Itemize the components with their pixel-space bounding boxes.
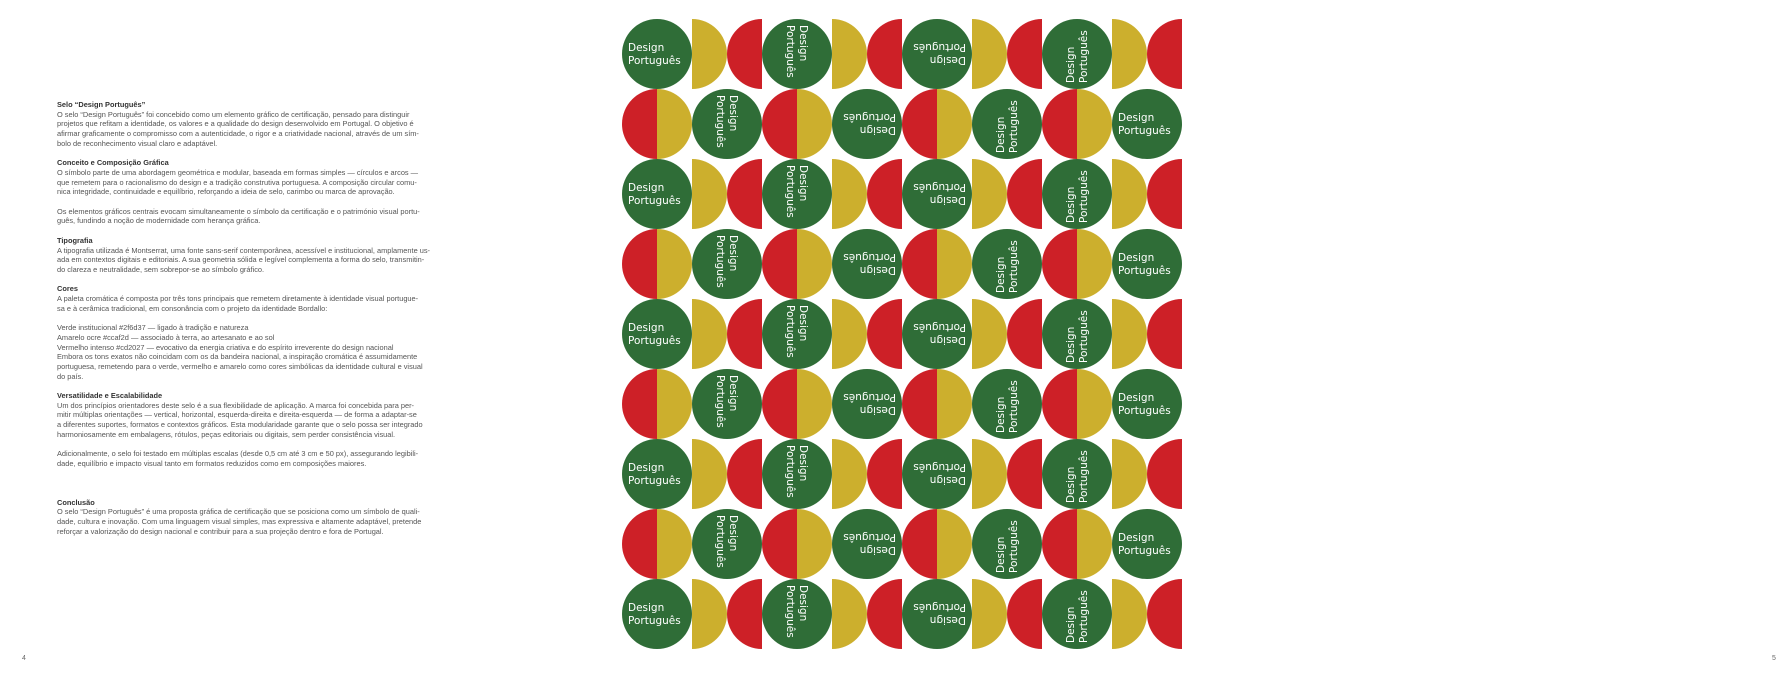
ochre-half-disc (832, 439, 867, 509)
ochre-half-disc (937, 229, 972, 299)
text-line: Vermelho intenso #cd2027 — evocativo da energia criativa e do espírito irreverente do design nacional (57, 342, 394, 352)
seal-disc (1042, 19, 1112, 89)
page-number-right: 5 (1772, 655, 1776, 662)
section-heading: Versatilidade e Escalabilidade (57, 391, 163, 400)
red-half-disc (867, 299, 902, 369)
seal-disc (902, 299, 972, 369)
seal-tile (762, 299, 902, 369)
seal-disc (902, 579, 972, 649)
seal-disc (1112, 369, 1182, 439)
text-line: ada em contextos digitais e editoriais. A sua geometria sólida e legível complementa a forma do selo, transmitin- (57, 255, 425, 265)
seal-disc (1042, 159, 1112, 229)
seal-disc (692, 509, 762, 579)
seal-disc (972, 369, 1042, 439)
seal-disc (622, 439, 692, 509)
text-line: mitir múltiplas orientações — vertical, horizontal, esquerda-direita e direita-esquerda — de forma a adaptar-se (57, 410, 417, 420)
section-paragraph (57, 168, 543, 197)
red-half-disc (622, 369, 657, 439)
ochre-half-disc (1112, 159, 1147, 229)
ochre-half-disc (657, 89, 692, 159)
text-line: nica integridade, continuidade e equilíbrio, reforçando a ideia de selo, carimbo ou marca de aprovação. (57, 187, 395, 197)
seal-disc (762, 19, 832, 89)
red-half-disc (727, 19, 762, 89)
red-half-disc (867, 439, 902, 509)
section-paragraph (57, 246, 543, 275)
ochre-half-disc (657, 369, 692, 439)
text-line: guês, fundindo a noção de modernidade com herança gráfica. (57, 216, 261, 226)
seal-disc (1112, 89, 1182, 159)
seal-disc (972, 509, 1042, 579)
seal-tile (762, 509, 902, 579)
seal-tile (1042, 229, 1182, 299)
seal-label: DesignPortuguês (714, 235, 739, 288)
seal-label: DesignPortuguês (784, 585, 809, 638)
ochre-half-disc (692, 299, 727, 369)
seal-tile (1042, 369, 1182, 439)
seal-label: DesignPortuguês (843, 251, 896, 276)
red-half-disc (762, 369, 797, 439)
ochre-half-disc (692, 579, 727, 649)
section-heading: Selo “Design Português” (57, 100, 146, 109)
red-half-disc (1042, 229, 1077, 299)
seal-label: DesignPortuguês (784, 165, 809, 218)
text-line: sa e à cerâmica tradicional, em consonância com o projeto da identidade Bordallo: (57, 303, 328, 313)
seal-tile (622, 579, 762, 649)
seal-tile (902, 19, 1042, 89)
ochre-half-disc (692, 159, 727, 229)
seal-tile (622, 369, 762, 439)
ochre-half-disc (1077, 89, 1112, 159)
seal-label: DesignPortuguês (843, 111, 896, 136)
red-half-disc (1007, 439, 1042, 509)
seal-tile (622, 89, 762, 159)
seal-label: DesignPortuguês (843, 391, 896, 416)
seal-tile (902, 579, 1042, 649)
red-half-disc (1007, 299, 1042, 369)
text-line: O selo “Design Português” é uma proposta gráfica de certificação que se posiciona como um símbolo de quali- (57, 507, 420, 517)
seal-pattern (600, 0, 1200, 675)
text-line: Amarelo ocre #ccaf2d — associado à terra, ao artesanato e ao sol (57, 332, 275, 342)
seal-disc (1042, 579, 1112, 649)
ochre-half-disc (1112, 439, 1147, 509)
red-half-disc (1147, 439, 1182, 509)
section-paragraph (57, 207, 543, 226)
seal-disc (832, 229, 902, 299)
text-line: projetos que refitam a identidade, os valores e a qualidade do design desenvolvido em Portugal. O objetivo é (57, 119, 414, 129)
seal-tile (902, 159, 1042, 229)
text-line: reforçar a valorização do design nacional e contribuir para a sua projeção dentro e fora de Portugal. (57, 526, 384, 536)
red-half-disc (1147, 159, 1182, 229)
ochre-half-disc (797, 229, 832, 299)
seal-label: Design Português (628, 322, 681, 347)
red-half-disc (727, 299, 762, 369)
ochre-half-disc (692, 439, 727, 509)
seal-disc (832, 509, 902, 579)
red-half-disc (727, 159, 762, 229)
red-half-disc (622, 89, 657, 159)
seal-disc (762, 579, 832, 649)
red-half-disc (867, 19, 902, 89)
section-paragraph (57, 110, 543, 149)
seal-tile (622, 159, 762, 229)
section-heading: Tipografia (57, 235, 93, 245)
seal-label: Design Português (1118, 392, 1171, 417)
text-line: bolo de reconhecimento visual claro e adaptável. (57, 138, 218, 148)
section-paragraph (57, 401, 543, 440)
text-line: harmoniosamente em embalagens, rótulos, peças editoriais ou digitais, sem perder consistência visual. (57, 429, 396, 439)
seal-tile (762, 439, 902, 509)
seal-tile (622, 439, 762, 509)
page-number-left: 4 (22, 655, 26, 662)
red-half-disc (1042, 89, 1077, 159)
text-line: do clareza e neutralidade, sem sobrepor-se ao símbolo gráfico. (57, 264, 265, 274)
red-half-disc (1007, 159, 1042, 229)
seal-label: DesignPortuguês (784, 305, 809, 358)
seal-label: DesignPortuguês (995, 100, 1020, 153)
red-half-disc (902, 369, 937, 439)
seal-disc (1042, 439, 1112, 509)
seal-tile (1042, 509, 1182, 579)
seal-tile (762, 369, 902, 439)
seal-label: DesignPortuguês (913, 181, 966, 206)
text-line: A paleta cromática é composta por três tons principais que remetem diretamente à identidade visual portugue- (57, 294, 419, 303)
ochre-half-disc (1112, 299, 1147, 369)
right-page (600, 0, 1776, 675)
seal-tile (1042, 19, 1182, 89)
seal-tile (622, 19, 762, 89)
seal-disc (902, 159, 972, 229)
red-half-disc (1147, 579, 1182, 649)
text-line: Verde institucional #2f6d37 — ligado à tradição e natureza (57, 323, 249, 333)
red-half-disc (727, 439, 762, 509)
seal-tile (902, 229, 1042, 299)
seal-tile (1042, 159, 1182, 229)
seal-label: DesignPortuguês (1065, 170, 1090, 223)
seal-disc (1042, 299, 1112, 369)
seal-tile (762, 89, 902, 159)
text-line: Embora os tons exatos não coincidam com os da bandeira nacional, a inspiração cromática é assumidamente (57, 352, 418, 362)
seal-disc (762, 299, 832, 369)
seal-disc (972, 89, 1042, 159)
text-line: portuguesa, remetendo para o verde, vermelho e amarelo como cores simbólicas da identidade cultural e visual (57, 361, 423, 371)
seal-label: DesignPortuguês (913, 321, 966, 346)
text-block (57, 100, 543, 536)
ochre-half-disc (797, 509, 832, 579)
section-paragraph (57, 507, 543, 536)
text-line: afirmar graficamente o compromisso com a autenticidade, o rigor e a criatividade nacional, através de um sím- (57, 129, 419, 139)
seal-disc (692, 369, 762, 439)
section-heading: Conceito e Composição Gráfica (57, 158, 169, 168)
seal-disc (1112, 229, 1182, 299)
red-half-disc (1042, 369, 1077, 439)
seal-tile (902, 299, 1042, 369)
seal-tile (1042, 439, 1182, 509)
seal-label: DesignPortuguês (995, 240, 1020, 293)
ochre-half-disc (1077, 509, 1112, 579)
red-half-disc (622, 229, 657, 299)
red-half-disc (867, 159, 902, 229)
red-half-disc (1042, 509, 1077, 579)
red-half-disc (1007, 579, 1042, 649)
seal-tile (622, 509, 762, 579)
seal-tile (902, 439, 1042, 509)
seal-label: DesignPortuguês (1065, 310, 1090, 363)
seal-disc (832, 89, 902, 159)
seal-label: DesignPortuguês (714, 95, 739, 148)
seal-disc (902, 19, 972, 89)
seal-label: DesignPortuguês (1065, 30, 1090, 83)
seal-tile (1042, 89, 1182, 159)
ochre-half-disc (972, 19, 1007, 89)
ochre-half-disc (1077, 369, 1112, 439)
seal-label: DesignPortuguês (995, 380, 1020, 433)
seal-label: DesignPortuguês (913, 461, 966, 486)
ochre-half-disc (832, 299, 867, 369)
ochre-half-disc (937, 369, 972, 439)
red-half-disc (902, 509, 937, 579)
seal-disc (692, 89, 762, 159)
seal-label: DesignPortuguês (843, 531, 896, 556)
section-heading: Conclusão (57, 497, 95, 507)
ochre-half-disc (692, 19, 727, 89)
ochre-half-disc (937, 89, 972, 159)
seal-tile (622, 299, 762, 369)
ochre-half-disc (1112, 19, 1147, 89)
left-page (0, 0, 600, 675)
section-paragraph (57, 323, 543, 381)
section-paragraph (57, 294, 543, 313)
text-line: que remetem para o racionalismo do design e a tradição construtiva portuguesa. A composição circular comu- (57, 177, 417, 187)
red-half-disc (1147, 19, 1182, 89)
seal-disc (622, 159, 692, 229)
ochre-half-disc (972, 439, 1007, 509)
text-line: dade, equilíbrio e impacto visual tanto em formatos reduzidos como em composições maiores. (57, 458, 367, 468)
seal-disc (832, 369, 902, 439)
seal-tile (1042, 299, 1182, 369)
seal-disc (762, 159, 832, 229)
seal-label: Design Português (628, 182, 681, 207)
seal-tile (762, 19, 902, 89)
red-half-disc (622, 509, 657, 579)
text-line: Adicionalmente, o selo foi testado em múltiplas escalas (desde 0,5 cm até 3 cm e 50 px), assegurando legibili- (57, 449, 419, 459)
ochre-half-disc (832, 19, 867, 89)
red-half-disc (762, 229, 797, 299)
seal-tile (622, 229, 762, 299)
seal-disc (902, 439, 972, 509)
text-line: O símbolo parte de uma abordagem geométrica e modular, baseada em formas simples — círculos e arcos — (57, 167, 419, 177)
seal-tile (902, 369, 1042, 439)
ochre-half-disc (797, 89, 832, 159)
ochre-half-disc (657, 509, 692, 579)
text-line: A tipografia utilizada é Montserrat, uma fonte sans-serif contemporânea, acessível e institucional, amplamente us- (57, 245, 431, 255)
seal-disc (622, 579, 692, 649)
text-line: a diferentes suportes, formatos e contextos gráficos. Esta modularidade garante que o selo possa ser integrado (57, 420, 423, 430)
red-half-disc (902, 89, 937, 159)
seal-label: DesignPortuguês (784, 445, 809, 498)
text-line: do país. (57, 371, 84, 381)
text-line: O selo “Design Português” foi concebido como um elemento gráfico de certificação, pensado para distinguir (57, 109, 410, 119)
ochre-half-disc (1077, 229, 1112, 299)
seal-label: DesignPortuguês (1065, 450, 1090, 503)
seal-label: Design Português (628, 462, 681, 487)
ochre-half-disc (657, 229, 692, 299)
red-half-disc (867, 579, 902, 649)
ochre-half-disc (832, 159, 867, 229)
red-half-disc (1007, 19, 1042, 89)
seal-label: DesignPortuguês (784, 25, 809, 78)
seal-tile (902, 89, 1042, 159)
seal-disc (692, 229, 762, 299)
seal-label: Design Português (628, 42, 681, 67)
red-half-disc (902, 229, 937, 299)
seal-tile (762, 579, 902, 649)
section-heading: Cores (57, 284, 78, 294)
seal-tile (1042, 579, 1182, 649)
ochre-half-disc (797, 369, 832, 439)
seal-label: DesignPortuguês (714, 375, 739, 428)
seal-label: DesignPortuguês (913, 41, 966, 66)
ochre-half-disc (832, 579, 867, 649)
ochre-half-disc (972, 579, 1007, 649)
seal-disc (972, 229, 1042, 299)
text-line: Os elementos gráficos centrais evocam simultaneamente o símbolo da certificação e o património visual portu- (57, 206, 420, 216)
red-half-disc (762, 89, 797, 159)
seal-tile (762, 229, 902, 299)
seal-label: DesignPortuguês (714, 515, 739, 568)
section-paragraph (57, 449, 543, 468)
seal-label: DesignPortuguês (1065, 590, 1090, 643)
seal-disc (762, 439, 832, 509)
seal-label: Design Português (1118, 532, 1171, 557)
seal-label: DesignPortuguês (995, 520, 1020, 573)
seal-disc (622, 299, 692, 369)
seal-label: DesignPortuguês (913, 601, 966, 626)
seal-label: Design Português (1118, 252, 1171, 277)
red-half-disc (727, 579, 762, 649)
ochre-half-disc (972, 159, 1007, 229)
ochre-half-disc (937, 509, 972, 579)
seal-disc (1112, 509, 1182, 579)
red-half-disc (1147, 299, 1182, 369)
seal-label: Design Português (628, 602, 681, 627)
ochre-half-disc (1112, 579, 1147, 649)
seal-tile (762, 159, 902, 229)
text-line: dade, cultura e inovação. Com uma linguagem visual simples, mas expressiva e altamente adaptável, pretende (57, 517, 422, 527)
red-half-disc (762, 509, 797, 579)
seal-tile (902, 509, 1042, 579)
text-line: Um dos princípios orientadores deste selo é a sua flexibilidade de aplicação. A marca foi concebida para per- (57, 400, 415, 410)
ochre-half-disc (972, 299, 1007, 369)
seal-disc (622, 19, 692, 89)
seal-label: Design Português (1118, 112, 1171, 137)
